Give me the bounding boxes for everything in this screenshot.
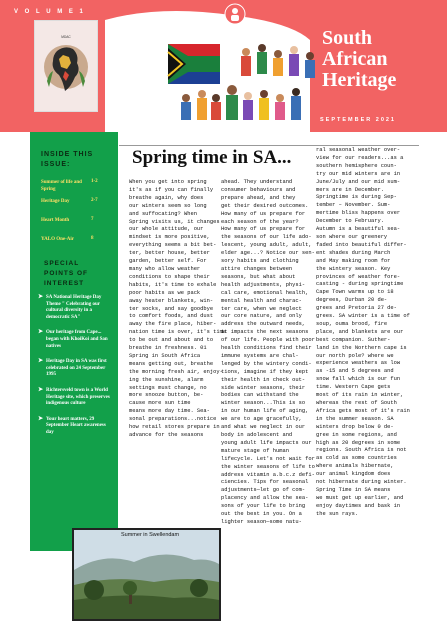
table-of-contents [41, 179, 113, 255]
special-points-heading [44, 259, 88, 289]
toc-label: YALO One-Air [41, 237, 75, 242]
bullet-text: Richtersveld town is a World Heritage site, which preserves indigenous culture [46, 387, 110, 407]
toc-page: 8 [91, 236, 94, 241]
toc-item[interactable] [41, 217, 113, 236]
toc-label: Heritage Day [41, 199, 70, 204]
masthead-line: Heritage [322, 69, 397, 91]
heading-line: INSIDE THIS [41, 151, 94, 158]
header-divider [119, 145, 419, 146]
photo-caption: Summer in Swellendam [121, 532, 180, 538]
logo-text: MDAC [61, 35, 71, 39]
bullet-text: Your heart matters, 29 September Heart awareness day [46, 416, 106, 435]
toc-item[interactable] [41, 236, 113, 255]
arrow-bullet-icon: ➤ [38, 415, 44, 422]
sidebar [30, 132, 118, 551]
toc-page: 7 [91, 217, 94, 222]
article-headline: Spring time in SA... [132, 147, 292, 168]
article-column-3: ral seasonal weather over- view for our readers...as a southern hemisphere coun- try our mid winters are in June/July and our mid sum- mers are in December. Springtime is during Sep- tember – November. Sum- mertime bliss happens over December to February. Autumn is a beautiful sea- son where our greenery faded into beautiful differ- ent shades during March and May making room for the wintery season. Key provinces of weather fore- casting - during springtime Cape Town warms up to 18 degrees, Durban 20 de- grees and Pretoria 27 de- grees. SA winter is a time of soup, ouma brood, fire place, and blankets are our best companion. Suther- land in the Northern cape is our north pole? where we experience weathers as low as -15 and 5 degrees and snow fall which is our fun time. Western Cape gets most of its rain in winter, whereas the rest of South Africa gets most of it's rain in the summer season. SA winters drop below 0 de- gree in some regions, and high as 20 degrees in some regions. South Africa is not as cold as some countries where animals hibernate, our animal kingdom does not hibernate during winter. Spring Time in SA means we must get up earlier, and enjoy daytimes and bask in the sun rays. [316, 147, 410, 517]
heading-line: POINTS OF [44, 270, 89, 277]
toc-page: 2-7 [91, 198, 98, 203]
bullet-text: SA National Heritage Day Theme " Celebrating our cultural diversity in a democratic SA" [46, 295, 102, 320]
toc-item[interactable] [41, 179, 113, 198]
list-item [38, 417, 114, 437]
list-item [38, 388, 114, 408]
masthead-title [322, 28, 396, 91]
heading-line: ISSUE: [41, 161, 71, 168]
south-africa-flag-icon [168, 44, 220, 84]
inside-issue-heading [41, 150, 93, 170]
arrow-bullet-icon: ➤ [38, 358, 44, 365]
arrow-bullet-icon: ➤ [38, 329, 44, 336]
swellendam-photo [72, 528, 221, 621]
toc-label: Summer of life and Spring [41, 180, 82, 192]
arrow-bullet-icon: ➤ [38, 294, 44, 300]
volume-label: V O L U M E 1 [14, 9, 86, 15]
heading-line: SPECIAL [44, 260, 80, 267]
people-flag-illustration [150, 2, 320, 130]
article-column-1: When you get into spring it's as if you can finally breathe again, why does our winters seem so long and suffocating? When Spring visits us, it changes our whole attitude, our mindset is more positive, everything seems a bit bet- ter, better house, better garden, better self. For many who allow weather conditions to shape their habits, it's time to exhale poor habits as we pack away heater blankets, win- ter socks, and say goodbye to comfort foods, and dust away the fire place, hiber- nation time is over, it's time to be out and about and to breathe in freshness. 01 Spring in South Africa means getting out, breathe the morning fresh air, enjoy- ing the sunshine, alarm settings must change, no more snooze button, be- cause more sun time means more day time. Sea- sonal preparations...notice how retail stores prepare in advance for the seasons [129, 179, 227, 438]
toc-label: Heart Month [41, 218, 70, 223]
toc-page: 1-2 [91, 179, 98, 184]
masthead-line: African [322, 48, 388, 70]
masthead-line: South [322, 27, 373, 49]
list-item [38, 295, 114, 321]
special-points-list [38, 295, 114, 446]
list-item [38, 330, 114, 350]
mdac-logo [34, 20, 98, 112]
heading-line: INTEREST [44, 280, 85, 287]
landscape-image [74, 530, 219, 619]
bullet-text: Our heritage from Cape... began with KhoiKoi and San natives [46, 330, 108, 349]
bullet-text: Heritage Day in SA was first celebrated on 24 September 1995 [46, 359, 107, 378]
article-column-2: ahead. They understand consumer behaviours and prepare ahead, and they get their desired outcomes. How many of us prepare for each season of the year? How many of us prepare for the seasons of our life ado- lescent, young adult, adult, elder age...? Notice our sen- sory habits and clothing attire changes between seasons, but what about health adjustments, physi- cal care, emotional health, mental health and charac- ter care, when we neglect our core nature, and only address the outward needs, it impacts the next seasons of our life. People with poor health conditions find their immune systems are chal- lenged by the wintery condi- tions, imagine if they kept their health in check out- side winter seasons, their bodies can withstand the winter season...This is so in our human life of aging, we are to age gracefully, and what we neglect in our body in adolescent and young adult life impacts our mature stage of human lifecycle. Let's not wait for the winter seasons of life to address vitamin a.b.c.z defi- ciencies. Tips for seasonal adjustments—let go of com- placency and allow the sea- sons of your life to bring out the best in you. On a lighter season—some natu- [221, 179, 315, 525]
toc-item[interactable] [41, 198, 113, 217]
issue-date: SEPTEMBER 2021 [320, 117, 396, 123]
arrow-bullet-icon: ➤ [38, 386, 44, 393]
list-item [38, 359, 114, 379]
